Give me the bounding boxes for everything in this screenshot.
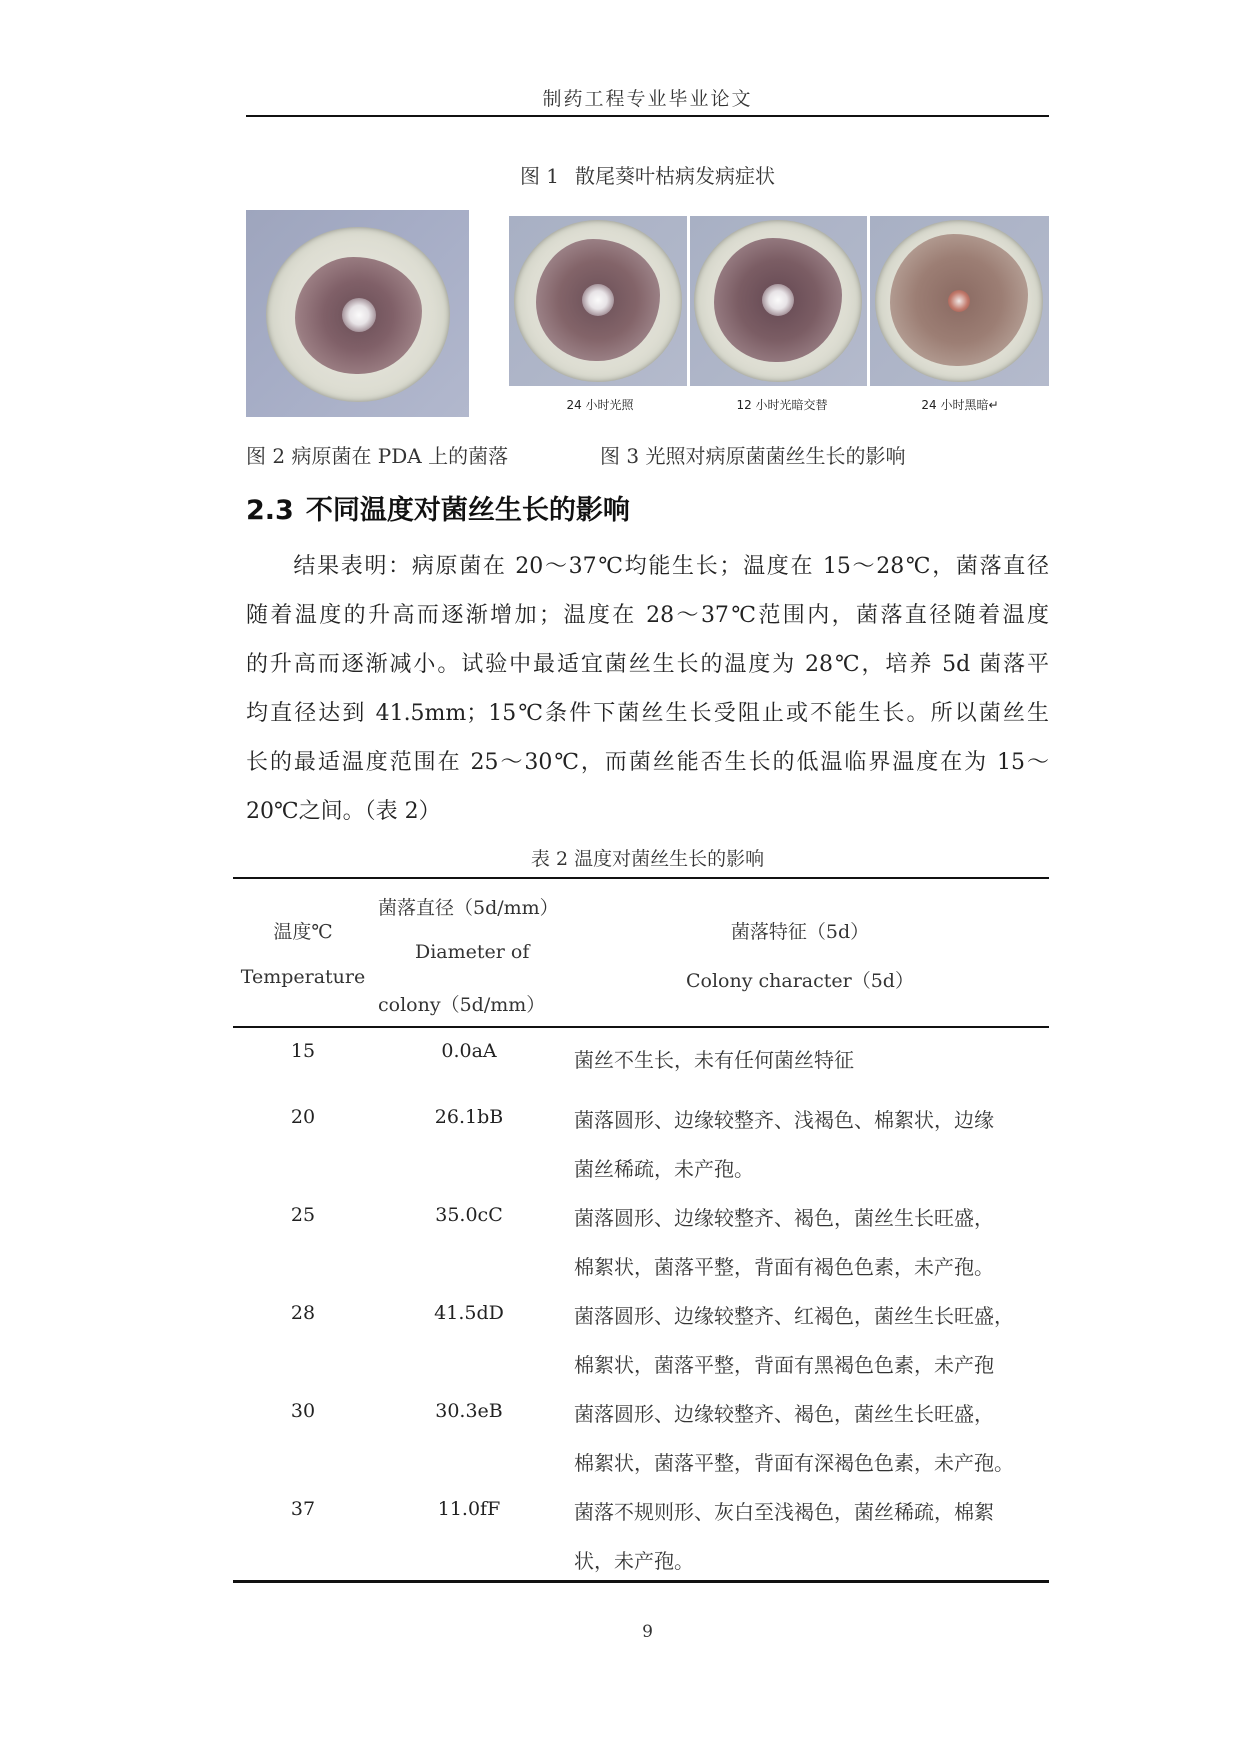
character-line: 菌落不规则形、灰白至浅褐色，菌丝稀疏，棉絮 bbox=[574, 1500, 994, 1524]
paragraph-line: 随着温度的升高而逐渐增加；温度在 28～37℃范围内，菌落直径随着温度 bbox=[246, 603, 1049, 628]
table-header-rule bbox=[233, 1026, 1049, 1028]
section-heading bbox=[246, 488, 630, 527]
plate-label-24h-dark: 24 小时黑暗↵ bbox=[921, 398, 999, 412]
cell-temperature: 30 bbox=[290, 1400, 316, 1422]
cell-temperature: 20 bbox=[290, 1106, 316, 1128]
cell-diameter: 0.0aA bbox=[441, 1040, 497, 1062]
cell-temperature: 37 bbox=[290, 1498, 316, 1520]
figure2-photo bbox=[246, 210, 469, 417]
figure1-caption bbox=[246, 160, 1049, 189]
figure3-caption: 图 3 光照对病原菌菌丝生长的影响 bbox=[600, 444, 906, 468]
character-line: 菌落圆形、边缘较整齐、褐色，菌丝生长旺盛， bbox=[574, 1402, 994, 1426]
figure1-number: 图 1 bbox=[519, 164, 560, 188]
section-title: 不同温度对菌丝生长的影响 bbox=[305, 495, 630, 526]
plate-label-24h-light: 24 小时光照 bbox=[566, 398, 634, 412]
header-diameter-en-2: colony（5d/mm） bbox=[378, 994, 546, 1016]
header-rule bbox=[246, 115, 1049, 117]
figure3-photo-24h-light bbox=[509, 216, 687, 386]
cell-diameter: 35.0cC bbox=[435, 1204, 503, 1226]
character-line: 菌落圆形、边缘较整齐、红褐色，菌丝生长旺盛， bbox=[574, 1304, 1014, 1328]
figure3-photo-24h-dark bbox=[870, 216, 1049, 386]
cell-diameter: 41.5dD bbox=[434, 1302, 504, 1324]
figure3-photo-12h-alternating bbox=[690, 216, 867, 386]
table2-caption: 表 2 温度对菌丝生长的影响 bbox=[530, 848, 765, 870]
character-line: 菌落圆形、边缘较整齐、浅褐色、棉絮状，边缘 bbox=[574, 1108, 994, 1132]
character-line: 棉絮状，菌落平整，背面有深褐色色素，未产孢。 bbox=[574, 1451, 1014, 1475]
paragraph-line: 20℃之间。（表 2） bbox=[246, 799, 441, 824]
page-number: 9 bbox=[642, 1622, 653, 1642]
paragraph-line: 均直径达到 41.5mm；15℃条件下菌丝生长受阻止或不能生长。所以菌丝生 bbox=[246, 701, 1049, 726]
cell-diameter: 30.3eB bbox=[435, 1400, 503, 1422]
paragraph-line: 的升高而逐渐减小。试验中最适宜菌丝生长的温度为 28℃，培养 5d 菌落平 bbox=[246, 652, 1049, 677]
plate-label-12h-alternating: 12 小时光暗交替 bbox=[736, 398, 828, 412]
header-diameter-cn: 菌落直径（5d/mm） bbox=[378, 897, 559, 919]
character-line: 菌丝稀疏，未产孢。 bbox=[574, 1157, 754, 1181]
cell-temperature: 15 bbox=[290, 1040, 316, 1062]
figure2-caption: 图 2 病原菌在 PDA 上的菌落 bbox=[246, 444, 509, 468]
header-character-en: Colony character（5d） bbox=[686, 970, 914, 992]
paragraph-line: 长的最适温度范围在 25～30℃，而菌丝能否生长的低温临界温度在为 15～ bbox=[246, 750, 1049, 775]
header-temp-en: Temperature bbox=[240, 966, 366, 988]
cell-temperature: 28 bbox=[290, 1302, 316, 1324]
character-line: 菌落圆形、边缘较整齐、褐色，菌丝生长旺盛， bbox=[574, 1206, 994, 1230]
table-bottom-rule bbox=[233, 1580, 1049, 1583]
cell-diameter: 26.1bB bbox=[434, 1106, 504, 1128]
figure1-title: 散尾葵叶枯病发病症状 bbox=[575, 164, 776, 188]
character-line: 菌丝不生长，未有任何菌丝特征 bbox=[574, 1048, 854, 1072]
header-diameter-en-1: Diameter of bbox=[415, 941, 530, 963]
character-line: 状，未产孢。 bbox=[574, 1549, 694, 1573]
cell-temperature: 25 bbox=[290, 1204, 316, 1226]
section-number: 2.3 bbox=[246, 495, 294, 526]
paragraph-line: 结果表明：病原菌在 20～37℃均能生长；温度在 15～28℃，菌落直径 bbox=[246, 554, 1049, 579]
character-line: 棉絮状，菌落平整，背面有黑褐色色素，未产孢 bbox=[574, 1353, 994, 1377]
header-character-cn: 菌落特征（5d） bbox=[730, 921, 870, 943]
table-top-rule bbox=[233, 877, 1049, 879]
running-header: 制药工程专业毕业论文 bbox=[542, 88, 753, 110]
header-temp-cn: 温度℃ bbox=[273, 921, 333, 943]
cell-diameter: 11.0fF bbox=[437, 1498, 501, 1520]
character-line: 棉絮状，菌落平整，背面有褐色色素，未产孢。 bbox=[574, 1255, 994, 1279]
